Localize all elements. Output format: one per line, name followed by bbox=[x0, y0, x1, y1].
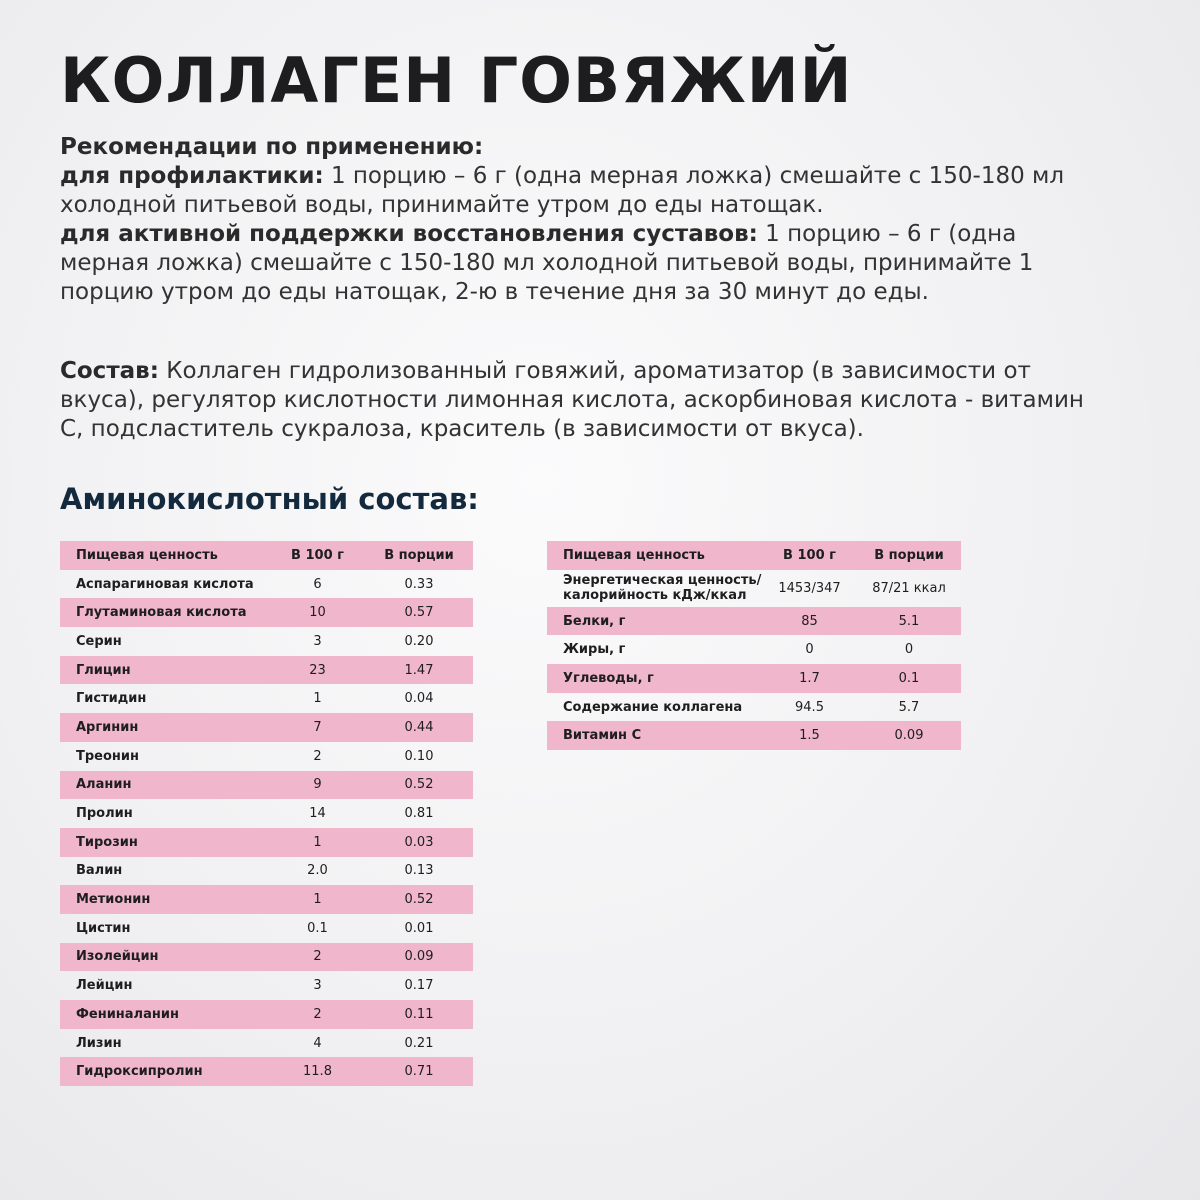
active-support-text: 1 порцию – 6 г (одна мерная ложка) смешайте с 150-180 мл холодной питьевой воды, принимайте 1 порцию утром до еды натощак, 2-ю в течение дня за 30 минут до еды. bbox=[60, 221, 1034, 305]
per-100g-value: 7 bbox=[270, 713, 365, 742]
row-label: Гистидин bbox=[76, 691, 147, 707]
per-serving-value: 5.1 bbox=[857, 607, 961, 636]
per-serving-value: 0.20 bbox=[404, 633, 434, 649]
row-label: Треонин bbox=[76, 748, 139, 764]
per-100g-value: 6 bbox=[313, 576, 322, 592]
composition bbox=[60, 357, 1100, 444]
table-row bbox=[60, 684, 473, 713]
table-row bbox=[60, 656, 473, 685]
row-label: Энергетическая ценность/ калорийность кДж/ккал bbox=[563, 573, 762, 604]
per-100g-value: 10 bbox=[270, 598, 365, 627]
usage-recommendations bbox=[60, 133, 1100, 307]
table-row bbox=[547, 635, 961, 664]
table-row bbox=[60, 1057, 473, 1086]
prevention-label: для профилактики: bbox=[60, 163, 324, 189]
row-label: Углеводы, г bbox=[547, 664, 762, 693]
column-header: Пищевая ценность bbox=[60, 541, 270, 570]
table-row bbox=[60, 713, 473, 742]
per-serving-value: 0.57 bbox=[365, 598, 473, 627]
row-label: Аланин bbox=[60, 771, 270, 800]
row-label: Аспарагиновая кислота bbox=[76, 576, 254, 592]
row-label: Серин bbox=[76, 633, 122, 649]
per-100g-value: 2 bbox=[313, 748, 322, 764]
per-100g-value: 0 bbox=[805, 642, 814, 658]
column-header: В порции bbox=[365, 541, 473, 570]
per-100g-value: 94.5 bbox=[795, 699, 824, 715]
per-serving-value: 0.17 bbox=[404, 978, 434, 994]
per-100g-value: 11.8 bbox=[270, 1057, 365, 1086]
table-row bbox=[60, 799, 473, 828]
row-label: Цистин bbox=[76, 920, 131, 936]
row-label: Валин bbox=[76, 863, 123, 879]
per-100g-value: 1.5 bbox=[762, 721, 857, 750]
per-serving-value: 0.09 bbox=[365, 943, 473, 972]
row-label: Фениналанин bbox=[60, 1000, 270, 1029]
composition-text: Коллаген гидролизованный говяжий, ароматизатор (в зависимости от вкуса), регулятор кислотности лимонная кислота, аскорбиновая кислота - витамин С, подсластитель сукралоза, краситель (в зависимости от вкуса). bbox=[60, 358, 1084, 442]
row-label: Изолейцин bbox=[60, 943, 270, 972]
per-100g-value: 3 bbox=[313, 978, 322, 994]
row-label: Аргинин bbox=[60, 713, 270, 742]
table-row bbox=[60, 771, 473, 800]
per-100g-value: 1.7 bbox=[762, 664, 857, 693]
per-serving-value: 0.13 bbox=[404, 863, 434, 879]
row-label: Белки, г bbox=[547, 607, 762, 636]
row-label: Жиры, г bbox=[563, 642, 626, 658]
row-label: Гидроксипролин bbox=[60, 1057, 270, 1086]
table-row bbox=[60, 971, 473, 1000]
row-label: Витамин С bbox=[547, 721, 762, 750]
nutrition-table bbox=[547, 541, 961, 750]
row-label: Глутаминовая кислота bbox=[60, 598, 270, 627]
per-serving-value: 1.47 bbox=[365, 656, 473, 685]
table-row bbox=[60, 828, 473, 857]
table-row bbox=[547, 721, 961, 750]
column-header: В 100 г bbox=[762, 541, 857, 570]
table-header-row bbox=[60, 541, 473, 570]
active-support-label: для активной поддержки восстановления суставов: bbox=[60, 221, 758, 247]
table-row bbox=[60, 914, 473, 943]
table-row bbox=[547, 607, 961, 636]
column-header: Пищевая ценность bbox=[547, 541, 762, 570]
row-label: Лейцин bbox=[76, 978, 133, 994]
usage-heading: Рекомендации по применению: bbox=[60, 134, 484, 160]
per-100g-value: 14 bbox=[309, 806, 326, 822]
per-100g-value: 85 bbox=[762, 607, 857, 636]
per-serving-value: 0.52 bbox=[365, 885, 473, 914]
per-serving-value: 0.04 bbox=[404, 691, 434, 707]
table-row bbox=[60, 1029, 473, 1058]
amino-acid-table bbox=[60, 541, 473, 1086]
per-serving-value: 5.7 bbox=[898, 699, 920, 715]
per-100g-value: 2.0 bbox=[307, 863, 328, 879]
table-row bbox=[60, 742, 473, 771]
composition-label: Состав: bbox=[60, 358, 159, 384]
per-100g-value: 3 bbox=[313, 633, 322, 649]
per-serving-value: 0.21 bbox=[404, 1035, 434, 1051]
per-serving-value: 0.33 bbox=[404, 576, 434, 592]
per-serving-value: 87/21 ккал bbox=[872, 580, 946, 596]
per-100g-value: 9 bbox=[270, 771, 365, 800]
table-row bbox=[60, 570, 473, 599]
row-label: Глицин bbox=[60, 656, 270, 685]
per-100g-value: 4 bbox=[313, 1035, 322, 1051]
prevention-text: 1 порцию – 6 г (одна мерная ложка) смешайте с 150-180 мл холодной питьевой воды, принимайте утром до еды натощак. bbox=[60, 163, 1065, 218]
table-row bbox=[60, 598, 473, 627]
table-row bbox=[547, 693, 961, 722]
per-serving-value: 0.11 bbox=[365, 1000, 473, 1029]
table-row bbox=[60, 885, 473, 914]
per-serving-value: 0 bbox=[904, 642, 914, 658]
table-row bbox=[60, 857, 473, 886]
per-100g-value: 1 bbox=[313, 691, 322, 707]
per-100g-value: 2 bbox=[270, 943, 365, 972]
table-row bbox=[547, 664, 961, 693]
per-100g-value: 1453/347 bbox=[778, 580, 841, 596]
table-row bbox=[60, 1000, 473, 1029]
row-label: Лизин bbox=[76, 1035, 122, 1051]
per-serving-value: 0.81 bbox=[404, 806, 434, 822]
table-row bbox=[547, 570, 961, 607]
per-serving-value: 0.10 bbox=[404, 748, 434, 764]
per-100g-value: 23 bbox=[270, 656, 365, 685]
page-title: КОЛЛАГЕН ГОВЯЖИЙ bbox=[60, 44, 853, 117]
per-serving-value: 0.71 bbox=[365, 1057, 473, 1086]
per-100g-value: 1 bbox=[270, 828, 365, 857]
row-label: Пролин bbox=[76, 806, 133, 822]
table-row bbox=[60, 627, 473, 656]
row-label: Тирозин bbox=[60, 828, 270, 857]
table-row bbox=[60, 943, 473, 972]
column-header: В порции bbox=[857, 541, 961, 570]
per-serving-value: 0.01 bbox=[404, 920, 434, 936]
row-label: Содержание коллагена bbox=[563, 699, 743, 715]
per-serving-value: 0.09 bbox=[857, 721, 961, 750]
per-serving-value: 0.1 bbox=[857, 664, 961, 693]
column-header: В 100 г bbox=[270, 541, 365, 570]
per-serving-value: 0.52 bbox=[365, 771, 473, 800]
table-header-row bbox=[547, 541, 961, 570]
per-serving-value: 0.44 bbox=[365, 713, 473, 742]
row-label: Метионин bbox=[60, 885, 270, 914]
amino-heading: Аминокислотный состав: bbox=[60, 482, 479, 516]
per-serving-value: 0.03 bbox=[365, 828, 473, 857]
per-100g-value: 0.1 bbox=[307, 920, 328, 936]
per-100g-value: 2 bbox=[270, 1000, 365, 1029]
per-100g-value: 1 bbox=[270, 885, 365, 914]
